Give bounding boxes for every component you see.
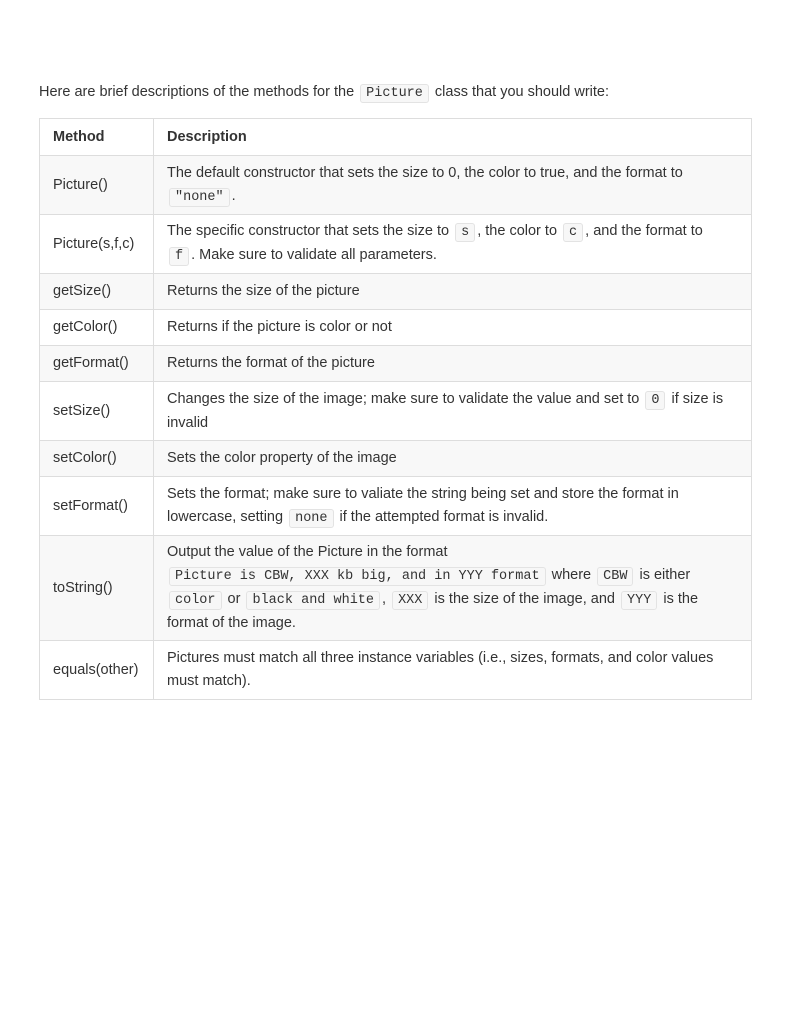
desc-code: "none" <box>169 188 230 207</box>
table-row <box>40 215 752 274</box>
methods-table <box>39 118 752 700</box>
description-cell: Sets the color property of the image <box>154 441 752 477</box>
desc-code: 0 <box>645 391 665 410</box>
desc-code: f <box>169 247 189 266</box>
desc-text: Changes the size of the image; make sure to validate the value and set to <box>167 390 640 407</box>
method-cell: toString() <box>40 536 154 641</box>
desc-text: if size is invalid <box>167 390 724 431</box>
description-cell <box>154 477 752 536</box>
description-cell <box>154 536 752 641</box>
desc-text: , <box>382 591 387 607</box>
description-cell <box>154 382 752 441</box>
table-row <box>40 156 752 215</box>
desc-text: or <box>227 591 241 607</box>
method-cell: setFormat() <box>40 477 154 536</box>
desc-text: is the size of the image, and <box>434 591 615 607</box>
desc-code: s <box>455 223 475 242</box>
desc-code: XXX <box>392 591 428 610</box>
table-row <box>40 310 752 346</box>
desc-text: The default constructor that sets the size to 0, the color to true, and the format to <box>167 164 683 181</box>
desc-text: The specific constructor that sets the size to <box>167 223 450 239</box>
method-cell: setColor() <box>40 441 154 477</box>
table-row <box>40 641 752 700</box>
desc-code: c <box>563 223 583 242</box>
intro-text-before: Here are brief descriptions of the methods for the <box>39 84 355 100</box>
header-description: Description <box>154 119 752 156</box>
desc-text: , the color to <box>477 223 558 239</box>
desc-text: . <box>231 187 236 204</box>
table-row <box>40 441 752 477</box>
method-cell: getFormat() <box>40 346 154 382</box>
table-row <box>40 346 752 382</box>
description-cell: Returns the size of the picture <box>154 274 752 310</box>
desc-text: . Make sure to validate all parameters. <box>191 247 437 263</box>
method-cell: Picture() <box>40 156 154 215</box>
description-cell: Pictures must match all three instance variables (i.e., sizes, formats, and color values must match). <box>154 641 752 700</box>
desc-code: none <box>289 509 333 528</box>
desc-code: black and white <box>246 591 380 610</box>
desc-text: where <box>551 567 592 583</box>
header-method: Method <box>40 119 154 156</box>
intro-class-code: Picture <box>360 84 429 103</box>
desc-code: color <box>169 591 222 610</box>
intro-text-after: class that you should write: <box>434 84 610 100</box>
table-row <box>40 274 752 310</box>
method-cell: getSize() <box>40 274 154 310</box>
desc-text: Output the value of the Picture in the format <box>167 544 448 560</box>
desc-text: , and the format to <box>585 223 703 239</box>
table-row <box>40 477 752 536</box>
description-cell <box>154 156 752 215</box>
intro-paragraph <box>39 82 751 104</box>
description-cell: Returns the format of the picture <box>154 346 752 382</box>
table-row <box>40 536 752 641</box>
method-cell: setSize() <box>40 382 154 441</box>
table-row <box>40 382 752 441</box>
desc-code: Picture is CBW, XXX kb big, and in YYY format <box>169 567 546 586</box>
method-cell: getColor() <box>40 310 154 346</box>
description-cell <box>154 215 752 274</box>
method-cell: Picture(s,f,c) <box>40 215 154 274</box>
table-header-row <box>40 119 752 156</box>
method-cell: equals(other) <box>40 641 154 700</box>
desc-text: if the attempted format is invalid. <box>339 508 549 525</box>
desc-code: YYY <box>621 591 657 610</box>
desc-code: CBW <box>597 567 633 586</box>
description-cell: Returns if the picture is color or not <box>154 310 752 346</box>
desc-text: Sets the format; make sure to valiate the string being set and store the format in lowercase, setting <box>167 485 679 525</box>
desc-text: is the format of the image. <box>167 591 699 631</box>
desc-text: is either <box>639 567 691 583</box>
